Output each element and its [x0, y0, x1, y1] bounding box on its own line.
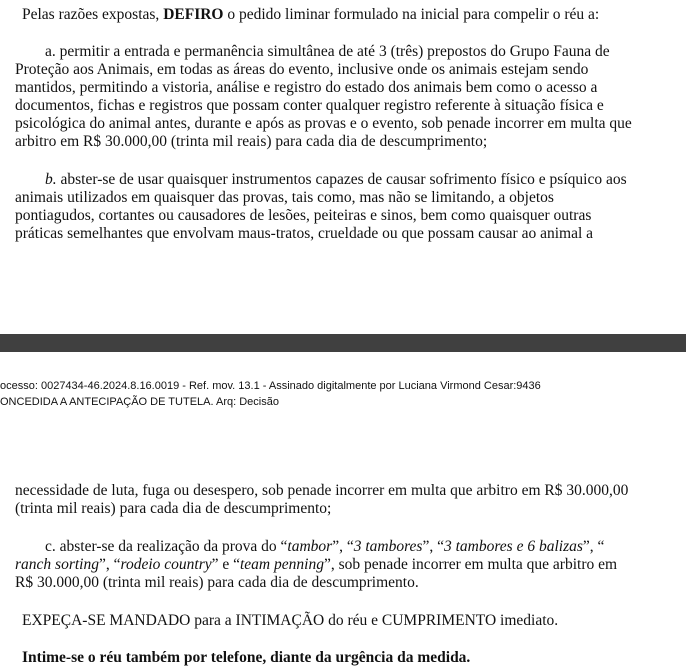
intime-paragraph: Intime-se o réu também por telefone, diante da urgência da medida. [22, 649, 471, 666]
event-name: team penning [240, 556, 324, 573]
document-page-2 [0, 352, 686, 668]
item-c-line: c. abster-se da realização da prova do “tambor”, “3 tambores”, “3 tambores e 6 balizas”, “ [45, 538, 605, 555]
defiro-keyword: DEFIRO [163, 6, 224, 23]
event-name: rodeio country [120, 556, 212, 573]
item-a-line: mantidos, permitindo a vistoria, análise e registro do estado dos animais bem como o acesso a [15, 79, 598, 96]
continuation-line: (trinta mil reais) para cada dia de descumprimento; [15, 500, 332, 517]
item-b-line [45, 171, 627, 189]
intro-paragraph [22, 6, 599, 24]
intro-text: Pelas razões expostas, [22, 6, 164, 23]
item-b-line: práticas semelhantes que envolvam maus-tratos, crueldade ou que possam causar ao animal a [15, 225, 594, 242]
signature-footer-line: ocesso: 0027434-46.2024.8.16.0019 - Ref. mov. 13.1 - Assinado digitalmente por Luciana Virmond Cesar:9436 [0, 380, 541, 392]
item-b-text: abster-se de usar quaisquer instrumentos capazes de causar sofrimento físico e psíquico aos [56, 171, 627, 188]
continuation-line: necessidade de luta, fuga ou desespero, sob penade incorrer em multa que arbitro em R$ 30.000,00 [15, 482, 629, 499]
page-separator [0, 334, 686, 352]
item-b-line: animais utilizados em quaisquer das provas, tais como, mas não se limitando, a objetos [15, 189, 554, 206]
expeca-mandado-paragraph: EXPEÇA-SE MANDADO para a INTIMAÇÃO do réu e CUMPRIMENTO imediato. [22, 612, 559, 629]
item-a-line: psicológica do animal antes, durante e após as provas e o evento, sob penade incorrer em multa que [15, 115, 632, 132]
item-a-line: documentos, fichas e registros que possam conter qualquer registro referente à situação física e [15, 97, 604, 114]
item-a-line: arbitro em R$ 30.000,00 (trinta mil reais) para cada dia de descumprimento; [15, 133, 488, 150]
item-a-line: Proteção aos Animais, em todas as áreas do evento, inclusive onde os animais estejam sendo [15, 61, 589, 78]
event-name: 3 tambores [353, 538, 423, 555]
event-name: 3 tambores e 6 balizas [443, 538, 583, 555]
intro-text-end: o pedido liminar formulado na inicial para compelir o réu a: [223, 6, 600, 23]
item-b-marker: b. [45, 171, 57, 188]
event-name: tambor [287, 538, 333, 555]
signature-footer-line: ONCEDIDA A ANTECIPAÇÃO DE TUTELA. Arq: Decisão [0, 396, 279, 408]
item-b-line: pontiagudos, cortantes ou causadores de lesões, peiteiras e sinos, bem como quaisquer outras [15, 207, 592, 224]
item-a-line: a. permitir a entrada e permanência simultânea de até 3 (três) prepostos do Grupo Fauna de [45, 43, 610, 60]
item-c-line: ranch sorting”, “rodeio country” e “team penning”, sob penade incorrer em multa que arbitro em [15, 556, 618, 573]
item-c-line: R$ 30.000,00 (trinta mil reais) para cada dia de descumprimento. [15, 574, 419, 591]
event-name: ranch sorting [15, 556, 99, 573]
